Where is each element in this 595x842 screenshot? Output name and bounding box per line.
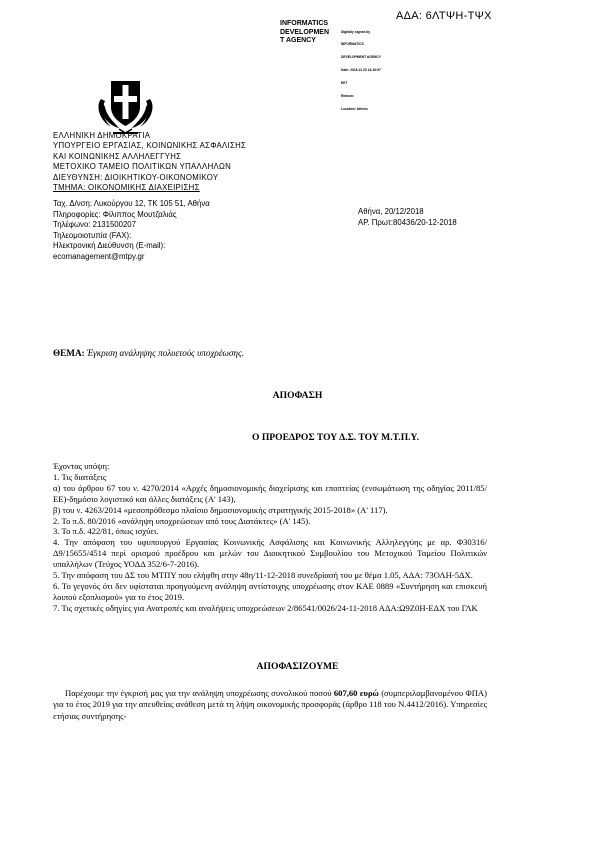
country-name: ΕΛΛΗΝΙΚΗ ΔΗΜΟΚΡΑΤΙΑ bbox=[53, 131, 151, 140]
postal-address: Ταχ. Δ/νση: Λυκούργου 12, ΤΚ 105 51, Αθήνα bbox=[53, 199, 210, 208]
fund-name: ΜΕΤΟΧΙΚΟ ΤΑΜΕΙΟ ΠΟΛΙΤΙΚΩΝ ΥΠΑΛΛΗΛΩΝ bbox=[53, 162, 232, 172]
protocol-number: ΑΡ. Πρωτ:80436/20-12-2018 bbox=[358, 217, 457, 227]
phone-number: Τηλέφωνο: 2131500207 bbox=[53, 220, 136, 230]
consideration-item: 2. Το π.δ. 80/2016 «ανάληψη υποχρεώσεων από τους Διατάκτες» (Α' 145). bbox=[53, 515, 311, 526]
consideration-item: 3. Το π.δ. 422/81, όπως ισχύει. bbox=[53, 526, 159, 537]
signature-agency-name: INFORMATICS DEVELOPMEN T AGENCY bbox=[280, 20, 330, 44]
consideration-item: 1. Τις διατάξεις bbox=[53, 471, 107, 482]
we-decide-heading: ΑΠΟΦΑΣΙΖΟΥΜΕ bbox=[256, 661, 339, 672]
greek-coat-of-arms-icon bbox=[93, 73, 158, 135]
directorate-name: ΔΙΕΥΘΥΝΣΗ: ΔΙΟΙΚΗΤΙΚΟΥ-ΟΙΚΟΝΟΜΙΚΟΥ bbox=[53, 172, 219, 182]
signature-details: Digitally signed by INFORMATICS DEVELOPMENT AGENCY Date: 2018.12.20 14:16:57 EET Reason: Location: Athens bbox=[341, 29, 381, 111]
place-date: Αθήνα, 20/12/2018 bbox=[358, 207, 424, 216]
subject-label: ΘΕΜΑ: bbox=[53, 348, 85, 358]
information-contact: Πληροφορίες: Φίλιππος Μουτζαλιάς bbox=[53, 209, 177, 219]
consideration-item: 6. Το γεγονός ότι δεν υφίσταται προηγούμενη ανάληψη αντίστοιχης υποχρέωσης στον ΚΑΕ 0889 «Συντήρηση και επισκευή λοιπού εξοπλισμού» για το έτος 2019. bbox=[53, 580, 487, 602]
issuing-authority bbox=[53, 131, 246, 193]
president-heading: Ο ΠΡΟΕΔΡΟΣ ΤΟΥ Δ.Σ. ΤΟΥ Μ.Τ.Π.Υ. bbox=[251, 432, 420, 443]
consideration-item: 5. Την απόφαση του ΔΣ του ΜΤΠΥ που ελήφθη στην 48η/11-12-2018 συνεδρίασή του με θέμα 1.05, ΑΔΑ: 73ΟΛΗ-5ΔΧ. bbox=[53, 570, 473, 581]
subject-line bbox=[53, 348, 244, 358]
contact-details bbox=[53, 199, 210, 263]
total-amount: 607,60 ευρώ bbox=[333, 688, 379, 698]
ada-code: ΑΔΑ: 6ΛΤΨΗ-ΤΨΧ bbox=[396, 10, 492, 22]
considerations-intro: Έχοντας υπόψη: bbox=[53, 461, 110, 471]
consideration-item: 4. Την απόφαση του υφυπουργού Εργασίας Κοινωνικής Ασφάλισης και Κοινωνικής Αλληλεγγύης με αρ. Φ30316/Δ9/15655/4514 περί ορισμού προέδρου και μελών του Διοικητικού Συμβουλίου του Μετοχικού Ταμείου Πολιτικών υπαλλήλων (Τεύχος ΥΟΔΔ 352/6-7-2016). bbox=[53, 537, 487, 570]
consideration-item: β) του ν. 4263/2014 «μεσοπρόθεσμο πλαίσιο δημοσιονομικής στρατηγικής 2015-2018» (Α' 117). bbox=[53, 504, 388, 515]
decision-paragraph: Παρέχουμε την έγκρισή μας για την ανάληψη υποχρέωσης συνολικού ποσού 607,60 ευρώ (συμπεριλαμβανομένου ΦΠΑ) για το έτος 2019 για την απευθείας ανάθεση μετά τη λήψη οικονομικής προσφοράς (άρθρο 118 του Ν.4412/2016). Υπηρεσίες ετήσιας συντήρησης- bbox=[53, 688, 487, 721]
decision-heading: ΑΠΟΦΑΣΗ bbox=[272, 390, 323, 401]
subject-text: Έγκριση ανάληψης πολυετούς υποχρέωσης. bbox=[84, 348, 244, 358]
email-address: ecomanagement@mtpy.gr bbox=[53, 251, 145, 261]
department-name: ΤΜΗΜΑ: ΟΙΚΟΝΟΜΙΚΗΣ ΔΙΑΧΕΙΡΙΣΗΣ bbox=[53, 183, 200, 193]
fax-number: Τηλεομοιοτυπία (FAX): bbox=[53, 230, 132, 240]
date-protocol-block bbox=[358, 207, 457, 228]
email-label: Ηλεκτρονική Διεύθυνση (E-mail): bbox=[53, 241, 166, 251]
ministry-name: ΥΠΟΥΡΓΕΙΟ ΕΡΓΑΣΙΑΣ, ΚΟΙΝΩΝΙΚΗΣ ΑΣΦΑΛΙΣΗΣ bbox=[53, 141, 247, 151]
consideration-item: 7. Τις σχετικές οδηγίες για Ανατροπές και αναλήψεις υποχρεώσεων 2/86541/0026/24-11-2018 ΑΔΑ:Ω9Ζ0Η-ΕΔΧ του ΓΛΚ bbox=[53, 602, 478, 613]
consideration-item: α) του άρθρου 67 του ν. 4270/2014 «Αρχές δημοσιονομικής διαχείρισης και εποπτείας (ενσωμάτωση της οδηγίας 2011/85/ΕΕ)-δημόσιο λογιστικό και άλλες διατάξεις (Α' 143), bbox=[53, 482, 487, 504]
ministry-name-cont: ΚΑΙ ΚΟΙΝΩΝΙΚΗΣ ΑΛΛΗΛΕΓΓΥΗΣ bbox=[53, 151, 182, 161]
considerations-section bbox=[53, 461, 487, 614]
